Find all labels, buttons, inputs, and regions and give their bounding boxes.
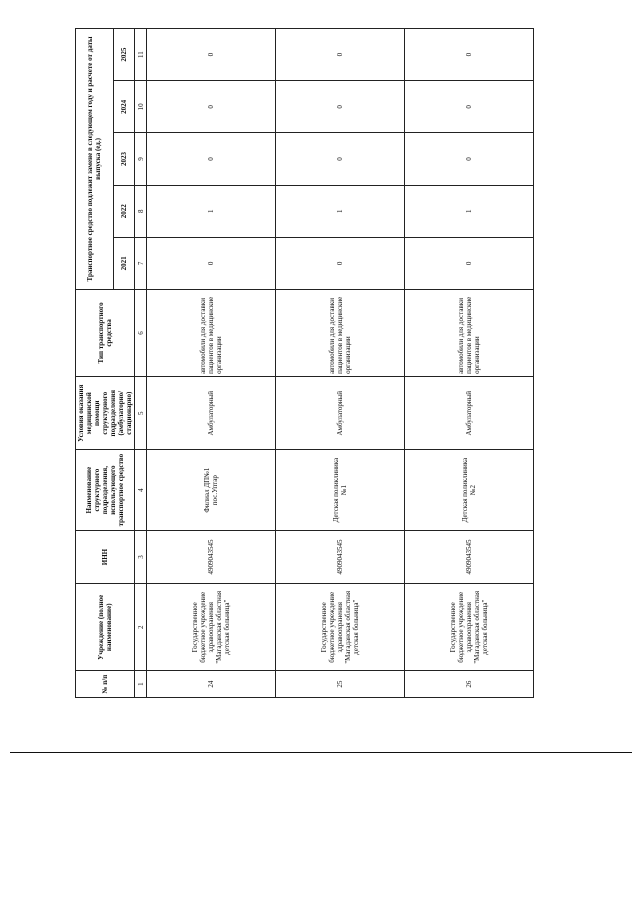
row-inn: 4909043545 <box>147 530 276 584</box>
header-year: 2022 <box>113 185 135 237</box>
row-institution: Государственное бюджетное учреждение здравоохранения "Магаданская областная детская больница" <box>405 584 534 671</box>
row-vehicle-type: автомобили для доставки пациентов в медицинские организации <box>405 289 534 376</box>
header-vehicle-type: Тип транспортного средства <box>76 289 135 376</box>
row-conditions: Амбулаторный <box>147 376 276 450</box>
row-value: 1 <box>147 185 276 237</box>
row-subdivision: Детская поликлиника №2 <box>405 450 534 530</box>
header-institution: Учреждение (полное наименование) <box>76 584 135 671</box>
vehicle-replacement-table <box>75 28 534 698</box>
column-number: 1 <box>135 671 147 698</box>
header-num: № п/п <box>76 671 135 698</box>
row-value: 0 <box>147 81 276 133</box>
column-number: 8 <box>135 185 147 237</box>
column-number: 5 <box>135 376 147 450</box>
table-row <box>405 29 534 698</box>
row-value: 0 <box>276 237 405 289</box>
column-number: 10 <box>135 81 147 133</box>
column-number: 11 <box>135 29 147 81</box>
column-number: 4 <box>135 450 147 530</box>
row-vehicle-type: автомобили для доставки пациентов в медицинские организации <box>276 289 405 376</box>
row-conditions: Амбулаторный <box>405 376 534 450</box>
column-number: 9 <box>135 133 147 185</box>
header-subdivision: Наименование структурного подразделения, использующего транспортное средство <box>76 450 135 530</box>
column-number: 3 <box>135 530 147 584</box>
row-subdivision: Филиал ДП№1 пос.Уптар <box>147 450 276 530</box>
row-value: 0 <box>276 29 405 81</box>
row-institution: Государственное бюджетное учреждение здравоохранения "Магаданская областная детская больница" <box>147 584 276 671</box>
column-number-row <box>135 29 147 698</box>
header-year: 2021 <box>113 237 135 289</box>
row-value: 0 <box>405 237 534 289</box>
header-year: 2025 <box>113 29 135 81</box>
column-number: 6 <box>135 289 147 376</box>
row-value: 0 <box>276 133 405 185</box>
header-replacement-group: Транспортное средство подлежит замене в следующем году и расчете от даты выпуска (ед.) <box>76 29 114 290</box>
rotated-table-container <box>75 28 505 698</box>
row-value: 0 <box>276 81 405 133</box>
page-separator-line <box>10 752 632 753</box>
row-conditions: Амбулаторный <box>276 376 405 450</box>
row-num: 26 <box>405 671 534 698</box>
row-value: 0 <box>147 133 276 185</box>
header-year: 2024 <box>113 81 135 133</box>
table-row <box>276 29 405 698</box>
row-value: 0 <box>147 237 276 289</box>
row-num: 25 <box>276 671 405 698</box>
table-row <box>147 29 276 698</box>
row-value: 0 <box>405 29 534 81</box>
column-number: 2 <box>135 584 147 671</box>
rotated-page <box>75 28 505 698</box>
row-subdivision: Детская поликлиника №1 <box>276 450 405 530</box>
row-num: 24 <box>147 671 276 698</box>
header-inn: ИНН <box>76 530 135 584</box>
column-number: 7 <box>135 237 147 289</box>
row-inn: 4909043545 <box>405 530 534 584</box>
header-year: 2023 <box>113 133 135 185</box>
row-value: 0 <box>147 29 276 81</box>
header-row-1 <box>76 29 114 698</box>
row-inn: 4909043545 <box>276 530 405 584</box>
row-vehicle-type: автомобили для доставки пациентов в медицинские организации <box>147 289 276 376</box>
row-value: 1 <box>405 185 534 237</box>
row-value: 0 <box>405 81 534 133</box>
row-value: 1 <box>276 185 405 237</box>
row-value: 0 <box>405 133 534 185</box>
header-conditions: Условия оказания медицинской помощи структурного подразделения (амбулаторно/ стационарно) <box>76 376 135 450</box>
row-institution: Государственное бюджетное учреждение здравоохранения "Магаданская областная детская больница" <box>276 584 405 671</box>
